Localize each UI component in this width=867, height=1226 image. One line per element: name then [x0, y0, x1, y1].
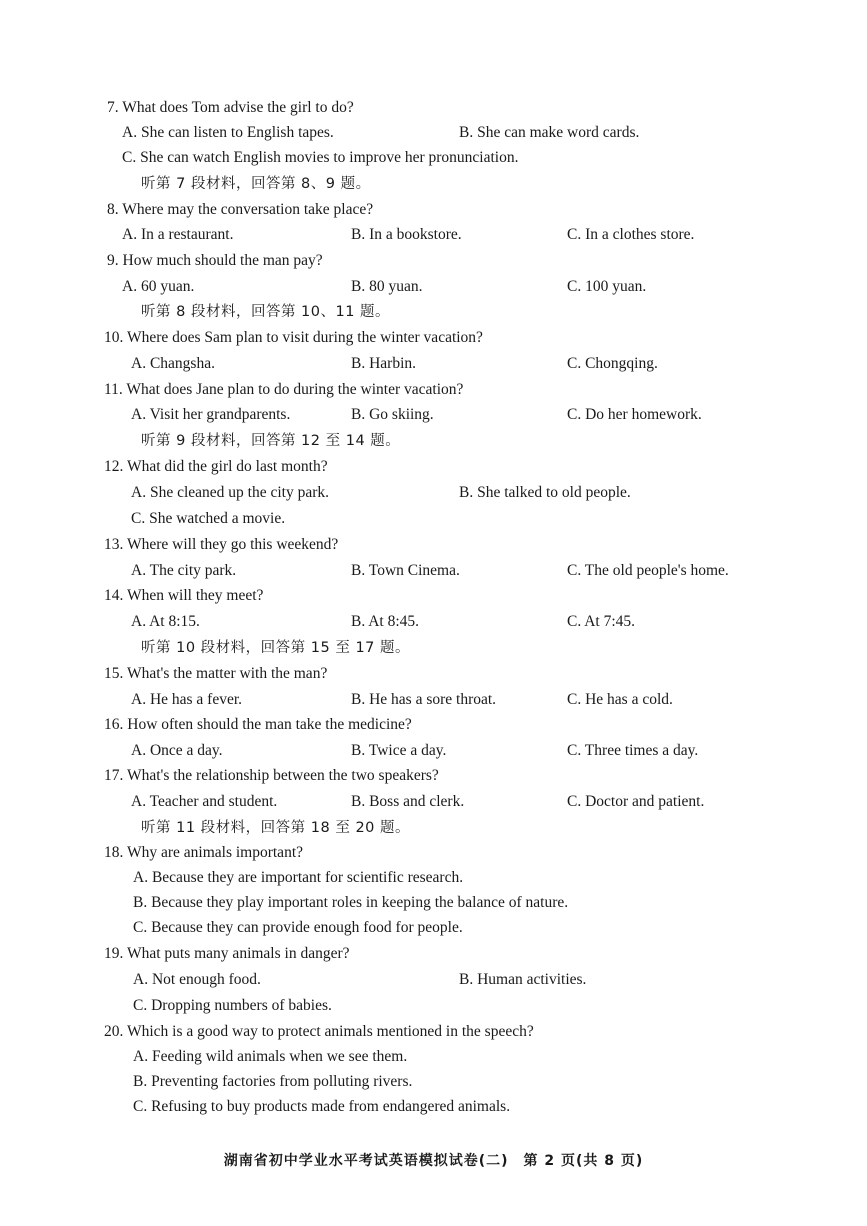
option-b: B. Twice a day. [351, 742, 447, 759]
option-b: B. He has a sore throat. [351, 691, 497, 708]
option-a: A. At 8:15. [131, 613, 200, 630]
question-15: 15. What's the matter with the man? [104, 665, 328, 682]
option-c: C. He has a cold. [567, 691, 673, 708]
option-c: C. She watched a movie. [131, 510, 286, 527]
options-row [0, 789, 867, 815]
question-10: 10. Where does Sam plan to visit during the winter vacation? [104, 329, 483, 346]
question-19: 19. What puts many animals in danger? [104, 945, 350, 962]
option-c: C. Dropping numbers of babies. [133, 997, 332, 1014]
question-9: 9. How much should the man pay? [107, 252, 323, 269]
option-a: A. She can listen to English tapes. [122, 124, 334, 141]
section-instruction: 听第 10 段材料，回答第 15 至 17 题。 [141, 640, 411, 656]
page-footer: 湖南省初中学业水平考试英语模拟试卷(二) 第 2 页(共 8 页) [223, 1153, 644, 1169]
option-b: B. Human activities. [459, 971, 587, 988]
option-c: C. 100 yuan. [567, 278, 647, 295]
section-instruction: 听第 7 段材料，回答第 8、9 题。 [141, 176, 371, 192]
option-c: C. Do her homework. [567, 406, 702, 423]
options-row [0, 865, 867, 891]
options-row [0, 1094, 867, 1120]
question-17: 17. What's the relationship between the two speakers? [104, 767, 439, 784]
question-12: 12. What did the girl do last month? [104, 458, 328, 475]
option-b: B. Go skiing. [351, 406, 434, 423]
question-13: 13. Where will they go this weekend? [104, 536, 339, 553]
option-b: B. Preventing factories from polluting rivers. [133, 1073, 413, 1090]
option-a: A. In a restaurant. [122, 226, 234, 243]
question-18: 18. Why are animals important? [104, 844, 304, 861]
options-row [0, 402, 867, 428]
option-c: C. The old people's home. [567, 562, 729, 579]
question-20: 20. Which is a good way to protect animals mentioned in the speech? [104, 1023, 534, 1040]
option-b: B. In a bookstore. [351, 226, 462, 243]
options-row [0, 274, 867, 300]
options-row [0, 738, 867, 764]
question-7: 7. What does Tom advise the girl to do? [107, 99, 354, 116]
options-row [0, 351, 867, 377]
question-16: 16. How often should the man take the medicine? [104, 716, 412, 733]
section-instruction: 听第 8 段材料，回答第 10、11 题。 [141, 304, 391, 320]
options-row [0, 558, 867, 584]
option-b: B. At 8:45. [351, 613, 420, 630]
options-row [0, 145, 867, 171]
option-a: A. She cleaned up the city park. [131, 484, 329, 501]
option-b: B. Boss and clerk. [351, 793, 465, 810]
question-14: 14. When will they meet? [104, 587, 264, 604]
option-a: A. Visit her grandparents. [131, 406, 291, 423]
options-row [0, 1044, 867, 1070]
option-b: B. Harbin. [351, 355, 417, 372]
option-c: C. In a clothes store. [567, 226, 695, 243]
option-b: B. She talked to old people. [459, 484, 631, 501]
options-row [0, 1069, 867, 1095]
option-b: B. 80 yuan. [351, 278, 423, 295]
option-b: B. She can make word cards. [459, 124, 640, 141]
option-a: A. Changsha. [131, 355, 215, 372]
options-row [0, 890, 867, 916]
options-row [0, 687, 867, 713]
section-instruction: 听第 11 段材料，回答第 18 至 20 题。 [141, 820, 411, 836]
option-a: A. Not enough food. [133, 971, 261, 988]
option-a: A. 60 yuan. [122, 278, 195, 295]
option-c: C. Doctor and patient. [567, 793, 705, 810]
question-11: 11. What does Jane plan to do during the winter vacation? [104, 381, 464, 398]
option-a: A. Because they are important for scientific research. [133, 869, 464, 886]
options-row [0, 915, 867, 941]
options-row [0, 480, 867, 506]
option-c: C. At 7:45. [567, 613, 636, 630]
option-c: C. Refusing to buy products made from endangered animals. [133, 1098, 511, 1115]
option-a: A. The city park. [131, 562, 237, 579]
option-b: B. Town Cinema. [351, 562, 460, 579]
option-c: C. Because they can provide enough food for people. [133, 919, 463, 936]
option-c: C. Chongqing. [567, 355, 658, 372]
options-row [0, 222, 867, 248]
options-row [0, 609, 867, 635]
option-a: A. Once a day. [131, 742, 223, 759]
option-c: C. She can watch English movies to improve her pronunciation. [122, 149, 519, 166]
question-8: 8. Where may the conversation take place? [107, 201, 374, 218]
option-c: C. Three times a day. [567, 742, 699, 759]
options-row [0, 967, 867, 993]
section-instruction: 听第 9 段材料，回答第 12 至 14 题。 [141, 433, 401, 449]
options-row [0, 506, 867, 532]
option-a: A. Feeding wild animals when we see them. [133, 1048, 408, 1065]
options-row [0, 993, 867, 1019]
option-a: A. Teacher and student. [131, 793, 278, 810]
option-a: A. He has a fever. [131, 691, 243, 708]
option-b: B. Because they play important roles in keeping the balance of nature. [133, 894, 569, 911]
options-row [0, 120, 867, 146]
